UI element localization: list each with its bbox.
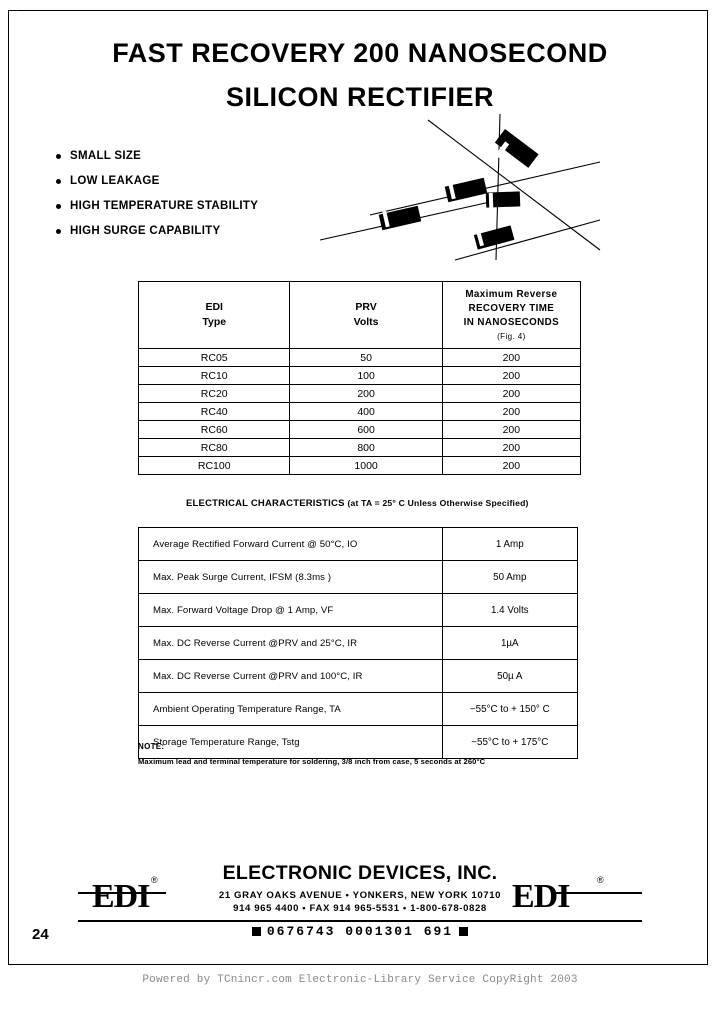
- electrical-characteristics-heading: [186, 498, 529, 509]
- page-title-line2: SILICON RECTIFIER: [225, 82, 494, 112]
- page-number: 24: [32, 926, 49, 943]
- table-row: [139, 726, 578, 759]
- table-row: [139, 660, 578, 693]
- note-label: NOTE:: [138, 742, 165, 751]
- table-row: [139, 403, 581, 421]
- cell-trr: 200: [442, 403, 580, 421]
- company-name: ELECTRONIC DEVICES, INC.: [222, 862, 498, 884]
- page-title-line1: FAST RECOVERY 200 NANOSECOND: [112, 38, 608, 68]
- column-header-rt-line3: IN NANOSECONDS: [463, 317, 560, 329]
- registered-mark-right: ®: [597, 875, 604, 885]
- cell-parameter: Ambient Operating Temperature Range, TA: [139, 693, 443, 726]
- feature-label: LOW LEAKAGE: [70, 175, 160, 187]
- cell-trr: 200: [442, 457, 580, 475]
- cell-type: RC10: [139, 367, 290, 385]
- cell-value: −55°C to + 175°C: [442, 726, 577, 759]
- cell-type: RC100: [139, 457, 290, 475]
- column-header-prv: [290, 282, 442, 349]
- column-header-rt-line2: RECOVERY TIME: [468, 303, 555, 315]
- column-header-prv-line2: Volts: [353, 316, 379, 328]
- diode-product-illustration: [300, 110, 620, 270]
- cell-type: RC80: [139, 439, 290, 457]
- cell-parameter: Max. Forward Voltage Drop @ 1 Amp, VF: [139, 594, 443, 627]
- logo-edi-right: EDI: [512, 878, 570, 915]
- column-header-prv-line1: PRV: [355, 300, 377, 313]
- cell-value: 1µA: [442, 627, 577, 660]
- table-row: [139, 457, 581, 475]
- table-row: [139, 385, 581, 403]
- cell-prv: 1000: [290, 457, 442, 475]
- powered-by-text: Powered by TCnincr.com Electronic-Library Service CopyRight 2003: [142, 974, 578, 986]
- bullet-icon: [56, 154, 61, 159]
- cell-trr: 200: [442, 349, 580, 367]
- table-row: [139, 421, 581, 439]
- column-header-rt-line1: Maximum Reverse: [465, 288, 558, 300]
- ratings-table: [138, 281, 581, 475]
- cell-prv: 50: [290, 349, 442, 367]
- barcode-square-icon: [252, 927, 261, 936]
- cell-prv: 600: [290, 421, 442, 439]
- feature-label: SMALL SIZE: [70, 150, 142, 162]
- cell-parameter: Max. DC Reverse Current @PRV and 100°C, IR: [139, 660, 443, 693]
- company-address-line1: 21 GRAY OAKS AVENUE • YONKERS, NEW YORK 10710: [218, 890, 502, 901]
- table-row: [139, 349, 581, 367]
- note-text: Maximum lead and terminal temperature for soldering, 3/8 inch from case, 5 seconds at 260°C: [138, 757, 486, 766]
- cell-value: 1 Amp: [442, 528, 577, 561]
- corner-mark: ...: [10, 6, 19, 13]
- cell-type: RC05: [139, 349, 290, 367]
- cell-parameter: Max. DC Reverse Current @PRV and 25°C, IR: [139, 627, 443, 660]
- cell-prv: 100: [290, 367, 442, 385]
- table-header-row: [139, 282, 581, 349]
- cell-prv: 800: [290, 439, 442, 457]
- company-address-line2: 914 965 4400 • FAX 914 965-5531 • 1-800-678-0828: [233, 903, 487, 914]
- barcode-text: 0676743 0001301 691: [266, 924, 454, 939]
- cell-type: RC60: [139, 421, 290, 439]
- bullet-icon: [56, 204, 61, 209]
- registered-mark-left: ®: [151, 875, 158, 885]
- table-row: [139, 627, 578, 660]
- cell-parameter: Storage Temperature Range, Tstg: [139, 726, 443, 759]
- cell-value: 50 Amp: [442, 561, 577, 594]
- table-row: [139, 528, 578, 561]
- table-row: [139, 594, 578, 627]
- cell-type: RC20: [139, 385, 290, 403]
- table-row: [139, 439, 581, 457]
- column-header-type-line2: Type: [202, 316, 227, 328]
- feature-label: HIGH SURGE CAPABILITY: [70, 225, 221, 237]
- ec-heading-condition: (at TA = 25° C Unless Otherwise Specified): [347, 498, 529, 508]
- cell-trr: 200: [442, 367, 580, 385]
- feature-label: HIGH TEMPERATURE STABILITY: [70, 200, 259, 212]
- diode-artwork-svg: [300, 110, 620, 270]
- table-row: [139, 367, 581, 385]
- bullet-icon: [56, 179, 61, 184]
- column-header-type-line1: EDI: [205, 300, 223, 313]
- cell-value: −55°C to + 150° C: [442, 693, 577, 726]
- cell-prv: 400: [290, 403, 442, 421]
- column-header-rt-line4: (Fig. 4): [497, 331, 526, 341]
- cell-value: 1.4 Volts: [442, 594, 577, 627]
- ec-heading-main: ELECTRICAL CHARACTERISTICS: [186, 498, 345, 509]
- cell-trr: 200: [442, 421, 580, 439]
- cell-type: RC40: [139, 403, 290, 421]
- table-row: [139, 693, 578, 726]
- column-header-recovery-time: [442, 282, 580, 349]
- bullet-icon: [56, 229, 61, 234]
- cell-parameter: Average Rectified Forward Current @ 50°C, IO: [139, 528, 443, 561]
- cell-parameter: Max. Peak Surge Current, IFSM (8.3ms ): [139, 561, 443, 594]
- table-row: [139, 561, 578, 594]
- cell-value: 50µ A: [442, 660, 577, 693]
- cell-trr: 200: [442, 439, 580, 457]
- barcode-square-icon: [459, 927, 468, 936]
- footer-rule-under: [78, 920, 642, 922]
- column-header-type: [139, 282, 290, 349]
- barcode: [0, 924, 720, 939]
- page-footer: [0, 862, 720, 932]
- logo-edi-left: EDI: [92, 878, 150, 915]
- cell-trr: 200: [442, 385, 580, 403]
- electrical-characteristics-table: [138, 527, 578, 759]
- cell-prv: 200: [290, 385, 442, 403]
